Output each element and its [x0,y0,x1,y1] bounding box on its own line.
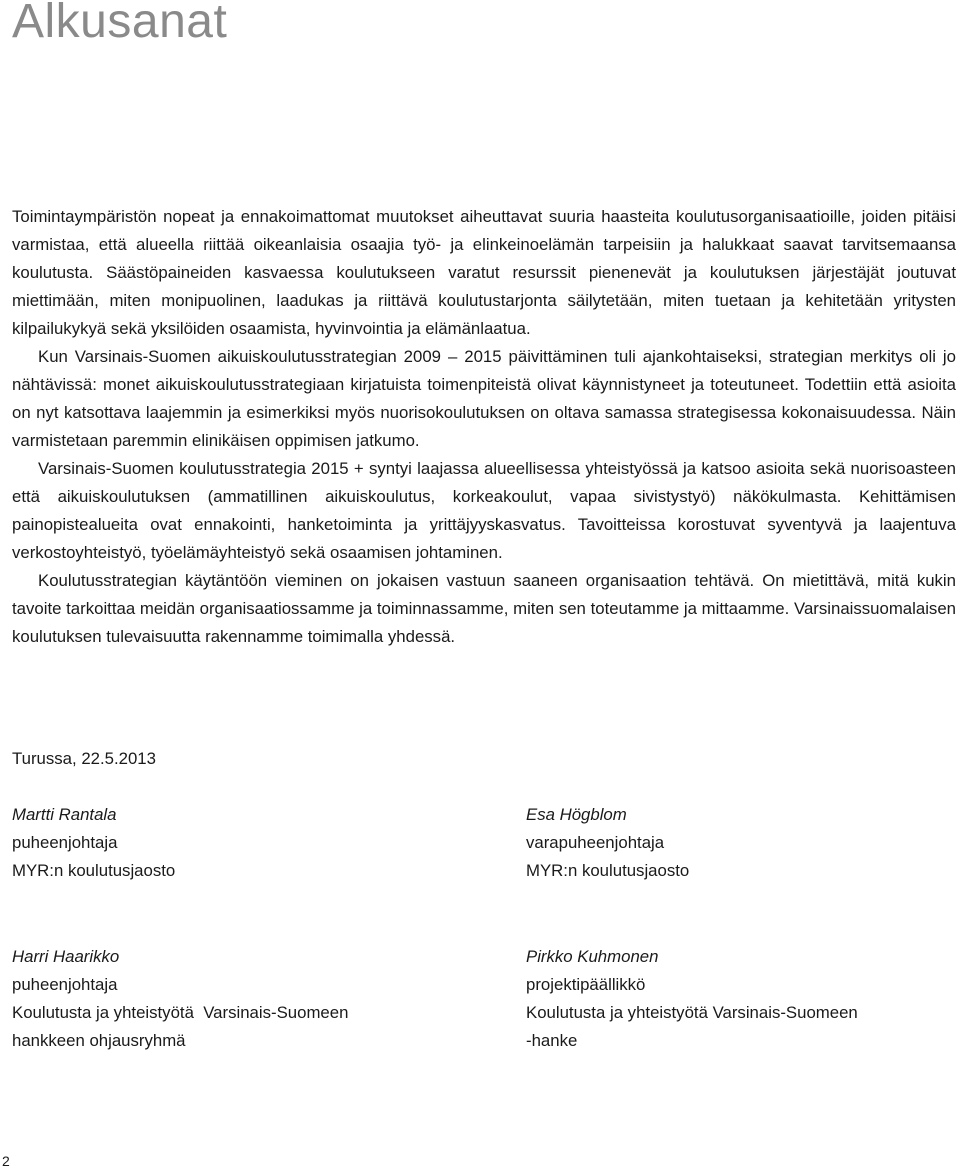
paragraph: Koulutusstrategian käytäntöön vieminen on jokaisen vastuun saaneen organisaation tehtävä. On mietittävä, mitä kukin tavoite tarkoittaa meidän organisaatiossamme ja toiminnassamme, miten sen toteutamme ja mittaamme. Varsinaissuomalaisen koulutuksen tulevaisuutta rakennamme toimimalla yhdessä. [12,571,956,646]
signatory-name: Harri Haarikko [12,947,120,966]
signatory-organization: MYR:n koulutusjaosto [12,861,176,880]
body-text [12,203,956,651]
paragraph: Varsinais-Suomen koulutusstrategia 2015 + syntyi laajassa alueellisessa yhteistyössä ja katsoo asioita sekä nuorisoasteen että aikuiskoulutuksen (ammatillinen aikuiskoulutus, korkeakoulut, vapaa sivistystyö) näkökulmasta. Kehittämisen painopistealueita ovat ennakointi, hanketoiminta ja yrittäjyyskasvatus. Tavoitteissa korostuvat syventyvä ja laajentuva verkostoyhteistyö, työelämäyhteistyö sekä osaamisen johtaminen. [12,459,956,562]
signatory-role: puheenjohtaja [12,975,118,994]
page-title: Alkusanat [12,0,228,48]
signatory-organization: MYR:n koulutusjaosto [526,861,690,880]
signatory-name: Esa Högblom [526,805,627,824]
signatory-organization: Koulutusta ja yhteistyötä Varsinais-Suomeen [12,1003,349,1022]
signatory-role: puheenjohtaja [12,833,118,852]
place-date: Turussa, 22.5.2013 [12,749,156,768]
signature-block [12,801,175,885]
signatory-organization-continued: -hanke [526,1031,578,1050]
signatory-role: varapuheenjohtaja [526,833,665,852]
signature-block [526,801,689,885]
page-number: 2 [2,1153,10,1169]
signatory-name: Martti Rantala [12,805,117,824]
paragraph: Toimintaympäristön nopeat ja ennakoimattomat muutokset aiheuttavat suuria haasteita koulutusorganisaatioille, joiden pitäisi varmistaa, että alueella riittää oikeanlaisia osaajia työ- ja elinkeinoelämän tarpeisiin ja halukkaat saavat tarvitsemaansa koulutusta. Säästöpaineiden kasvaessa koulutukseen varatut resurssit pienenevät ja koulutuksen järjestäjät joutuvat miettimään, miten monipuolinen, laadukas ja riittävä koulutustarjonta säilytetään, miten tuetaan ja kehitetään yritysten kilpailukykyä sekä yksilöiden osaamista, hyvinvointia ja elämänlaatua. [12,207,956,338]
signature-block [12,943,348,1055]
signatory-role: projektipäällikkö [526,975,646,994]
signatory-organization: Koulutusta ja yhteistyötä Varsinais-Suomeen [526,1003,858,1022]
paragraph: Kun Varsinais-Suomen aikuiskoulutusstrategian 2009 – 2015 päivittäminen tuli ajankohtaiseksi, strategian merkitys oli jo nähtävissä: monet aikuiskoulutusstrategiaan kirjatuista toimenpiteistä olivat käynnistyneet ja toteutuneet. Todettiin että asioita on nyt katsottava laajemmin ja esimerkiksi myös nuorisokoulutuksen on oltava samassa strategisessa kokonaisuudessa. Näin varmistetaan paremmin elinikäisen oppimisen jatkumo. [12,347,956,450]
signatory-organization-continued: hankkeen ohjausryhmä [12,1031,186,1050]
signatory-name: Pirkko Kuhmonen [526,947,659,966]
signature-block [526,943,858,1055]
